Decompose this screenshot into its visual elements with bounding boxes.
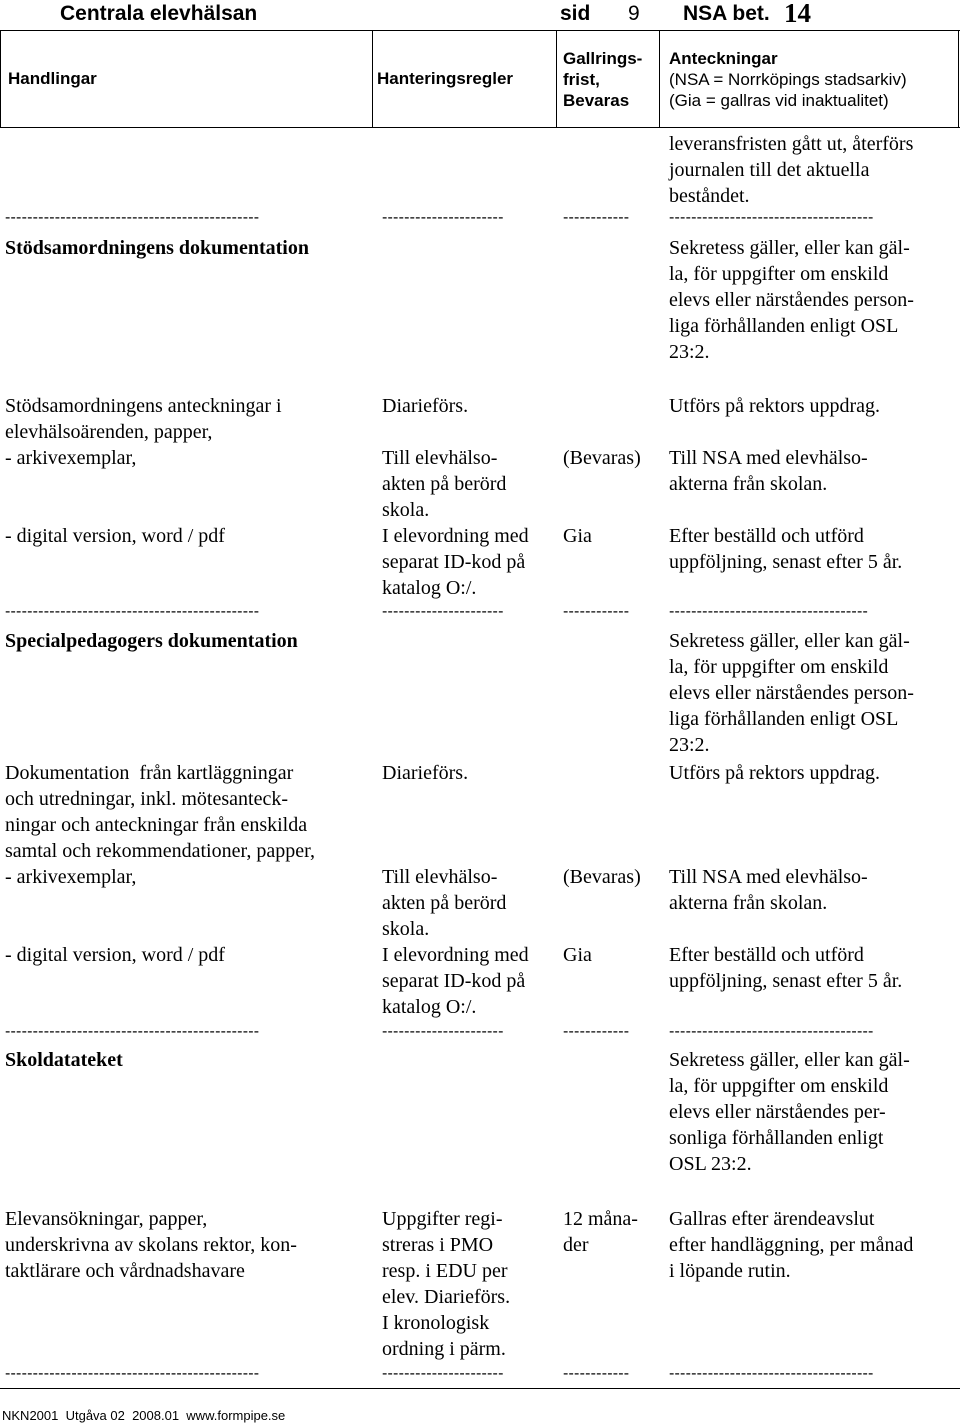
frist-gia: Gia xyxy=(563,944,592,966)
rule-line: Till elevhälso- xyxy=(382,447,498,469)
item-description-line: samtal och rekommendationer, papper, xyxy=(5,840,315,862)
separator-col3: ------------ xyxy=(563,1365,630,1382)
secrecy-note-line: la, för uppgifter om enskild xyxy=(669,263,889,285)
secrecy-note-line: 23:2. xyxy=(669,341,710,363)
column-header-gallring-1: Gallrings- xyxy=(563,49,643,68)
secrecy-note-line: elevs eller närståendes person- xyxy=(669,682,914,704)
rule-line: skola. xyxy=(382,918,430,940)
rule-diarieforts: Diarieförs. xyxy=(382,395,469,417)
item-description-line: elevhälsoärenden, papper, xyxy=(5,421,213,443)
frist-bevaras: (Bevaras) xyxy=(563,866,641,888)
rule-line: elev. Diarieförs. xyxy=(382,1286,511,1308)
item-arkivexemplar: - arkivexemplar, xyxy=(5,447,137,469)
note-line: akterna från skolan. xyxy=(669,892,828,914)
item-description-line: Elevansökningar, papper, xyxy=(5,1208,208,1230)
secrecy-note-line: sonliga förhållanden enligt xyxy=(669,1127,884,1149)
continued-note-line: beståndet. xyxy=(669,185,750,207)
note-line: uppföljning, senast efter 5 år. xyxy=(669,970,903,992)
separator-col4: ------------------------------------- xyxy=(669,1023,874,1040)
separator-col4: ------------------------------------- xyxy=(669,209,874,226)
separator-col1: ---------------------------------------------- xyxy=(5,1023,260,1040)
note-line: Till NSA med elevhälso- xyxy=(669,447,868,469)
note-line: Gallras efter ärendeavslut xyxy=(669,1208,875,1230)
rule-line: resp. i EDU per xyxy=(382,1260,508,1282)
secrecy-note-line: OSL 23:2. xyxy=(669,1153,752,1175)
separator-col4: ------------------------------------- xyxy=(669,1365,874,1382)
footer-text: NKN2001 Utgåva 02 2008.01 www.formpipe.se xyxy=(2,1408,286,1423)
sid-label: sid xyxy=(560,2,591,25)
item-digital-version: - digital version, word / pdf xyxy=(5,944,225,966)
rule-diarieforts: Diarieförs. xyxy=(382,762,469,784)
note-line: uppföljning, senast efter 5 år. xyxy=(669,551,903,573)
rule-line: akten på berörd xyxy=(382,892,507,914)
separator-col1: ---------------------------------------------- xyxy=(5,603,260,620)
header-divider-3 xyxy=(659,30,660,128)
secrecy-note-line: la, för uppgifter om enskild xyxy=(669,656,889,678)
footer-rule xyxy=(0,1388,960,1389)
note-line: efter handläggning, per månad xyxy=(669,1234,914,1256)
section-title-stodsamordning: Stödsamordningens dokumentation xyxy=(5,237,309,259)
nsa-number: 14 xyxy=(784,0,811,28)
rule-line: akten på berörd xyxy=(382,473,507,495)
column-header-nsa-legend: (NSA = Norrköpings stadsarkiv) xyxy=(669,70,907,89)
rule-line: katalog O:/. xyxy=(382,996,477,1018)
page-number: 9 xyxy=(628,2,640,25)
section-title-skoldatateket: Skoldatateket xyxy=(5,1049,123,1071)
separator-col1: ---------------------------------------------- xyxy=(5,1365,260,1382)
column-header-gallring-3: Bevaras xyxy=(563,91,630,110)
header-divider-2 xyxy=(556,30,557,128)
item-digital-version: - digital version, word / pdf xyxy=(5,525,225,547)
note-rektor: Utförs på rektors uppdrag. xyxy=(669,762,881,784)
header-right-border xyxy=(958,30,959,128)
item-description-line: underskrivna av skolans rektor, kon- xyxy=(5,1234,297,1256)
header-bottom-rule xyxy=(0,127,960,128)
rule-line: separat ID-kod på xyxy=(382,970,526,992)
note-line: Till NSA med elevhälso- xyxy=(669,866,868,888)
note-line: i löpande rutin. xyxy=(669,1260,791,1282)
frist-gia: Gia xyxy=(563,525,592,547)
department-title: Centrala elevhälsan xyxy=(60,2,258,25)
separator-col3: ------------ xyxy=(563,209,630,226)
rule-line: ordning i pärm. xyxy=(382,1338,506,1360)
frist-line: 12 måna- xyxy=(563,1208,638,1230)
item-description-line: taktlärare och vårdnadshavare xyxy=(5,1260,245,1282)
separator-col3: ------------ xyxy=(563,1023,630,1040)
rule-line: skola. xyxy=(382,499,430,521)
item-arkivexemplar: - arkivexemplar, xyxy=(5,866,137,888)
rule-line: katalog O:/. xyxy=(382,577,477,599)
secrecy-note-line: 23:2. xyxy=(669,734,710,756)
header-left-border xyxy=(0,30,1,128)
secrecy-note-line: liga förhållanden enligt OSL xyxy=(669,708,899,730)
column-header-gallring-2: frist, xyxy=(563,70,600,89)
continued-note-line: leveransfristen gått ut, återförs xyxy=(669,133,914,155)
item-description-line: ningar och anteckningar från enskilda xyxy=(5,814,308,836)
secrecy-note-line: la, för uppgifter om enskild xyxy=(669,1075,889,1097)
frist-bevaras: (Bevaras) xyxy=(563,447,641,469)
note-rektor: Utförs på rektors uppdrag. xyxy=(669,395,881,417)
secrecy-note-line: Sekretess gäller, eller kan gäl- xyxy=(669,630,910,652)
column-header-anteckningar: Anteckningar xyxy=(669,49,778,68)
column-header-gia-legend: (Gia = gallras vid inaktualitet) xyxy=(669,91,889,110)
secrecy-note-line: liga förhållanden enligt OSL xyxy=(669,315,899,337)
separator-col2: ---------------------- xyxy=(382,1365,504,1382)
rule-line: I elevordning med xyxy=(382,525,529,547)
item-description-line: Stödsamordningens anteckningar i xyxy=(5,395,282,417)
note-line: akterna från skolan. xyxy=(669,473,828,495)
separator-col4: ------------------------------------ xyxy=(669,603,869,620)
item-description-line: och utredningar, inkl. mötesanteck- xyxy=(5,788,288,810)
separator-col2: ---------------------- xyxy=(382,603,504,620)
rule-line: I elevordning med xyxy=(382,944,529,966)
separator-col1: ---------------------------------------------- xyxy=(5,209,260,226)
rule-line: I kronologisk xyxy=(382,1312,490,1334)
note-line: Efter beställd och utförd xyxy=(669,944,864,966)
column-header-handlingar: Handlingar xyxy=(8,69,97,88)
nsa-label: NSA bet. xyxy=(683,2,770,25)
secrecy-note-line: elevs eller närståendes per- xyxy=(669,1101,886,1123)
separator-col2: ---------------------- xyxy=(382,1023,504,1040)
rule-line: Till elevhälso- xyxy=(382,866,498,888)
secrecy-note-line: elevs eller närståendes person- xyxy=(669,289,914,311)
section-title-specialpedagoger: Specialpedagogers dokumentation xyxy=(5,630,298,652)
rule-line: separat ID-kod på xyxy=(382,551,526,573)
header-divider-1 xyxy=(372,30,373,128)
item-description-line: Dokumentation från kartläggningar xyxy=(5,762,294,784)
separator-col2: ---------------------- xyxy=(382,209,504,226)
secrecy-note-line: Sekretess gäller, eller kan gäl- xyxy=(669,1049,910,1071)
note-line: Efter beställd och utförd xyxy=(669,525,864,547)
rule-line: streras i PMO xyxy=(382,1234,494,1256)
column-header-hanteringsregler: Hanteringsregler xyxy=(377,69,514,88)
continued-note-line: journalen till det aktuella xyxy=(669,159,870,181)
separator-col3: ------------ xyxy=(563,603,630,620)
frist-line: der xyxy=(563,1234,589,1256)
header-top-rule xyxy=(0,30,960,31)
rule-line: Uppgifter regi- xyxy=(382,1208,503,1230)
secrecy-note-line: Sekretess gäller, eller kan gäl- xyxy=(669,237,910,259)
